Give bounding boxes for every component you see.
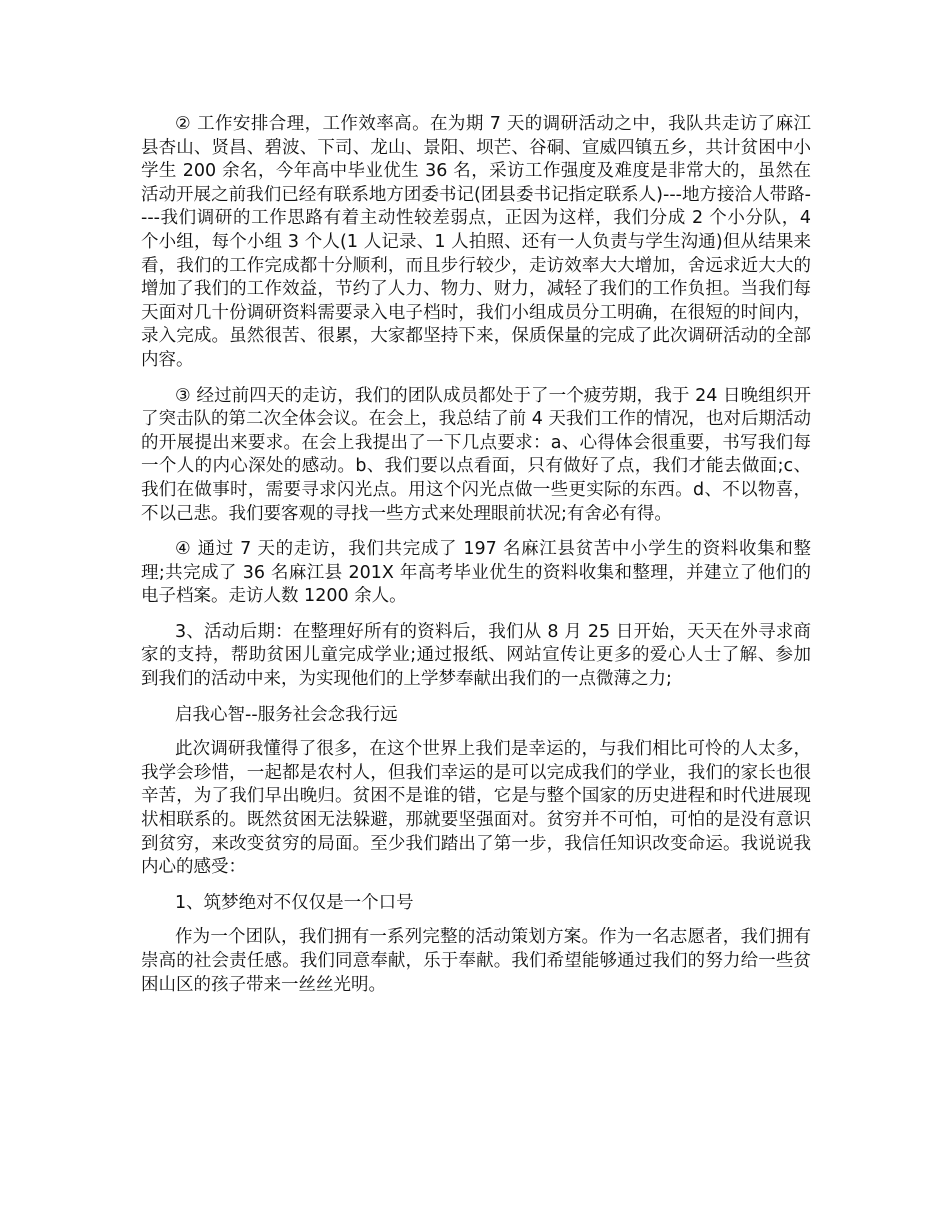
paragraph-reflection: 此次调研我懂得了很多，在这个世界上我们是幸运的，与我们相比可怜的人太多，我学会珍惜，一起都是农村人，但我们幸运的是可以完成我们的学业，我们的家长也很辛苦，为了我们早出晚归。贫困不是谁的错，它是与整个国家的历史进程和时代进展现状相联系的。既然贫困无法躲避，那就要坚强面对。贫穷并不可怕，可怕的是没有意识到贫穷，来改变贫穷的局面。至少我们踏出了第一步，我信任知识改变命运。我说说我内心的感受： [141, 739, 811, 878]
section-heading: 启我心智--服务社会念我行远 [175, 704, 398, 725]
paragraph-results: ④ 通过 7 天的走访，我们共完成了 197 名麻江县贫苦中小学生的资料收集和整理;共完成了 36 名麻江县 201X 年高考毕业优生的资料收集和整理，并建立了他们的电子档案。走访人数 1200 余人。 [141, 539, 811, 607]
paragraph-later-stage: 3、活动后期：在整理好所有的资料后，我们从 8 月 25 日开始，天天在外寻求商家的支持，帮助贫困儿童完成学业;通过报纸、网站宣传让更多的爱心人士了解、参加到我们的活动中来，为实现他们的上学梦奉献出我们的一点微薄之力; [141, 621, 811, 690]
paragraph-team-meeting: ③ 经过前四天的走访，我们的团队成员都处于了一个疲劳期，我于 24 日晚组织开了突击队的第二次全体会议。在会上，我总结了前 4 天我们工作的情况，也对后期活动的开展提出来要求。在会上我提出了一下几点要求：a、心得体会很重要，书写我们每一个人的内心深处的感动。b、我们要以点看面，只有做好了点，我们才能去做面;c、我们在做事时，需要寻求闪光点。用这个闪光点做一些更实际的东西。d、不以物喜，不以己悲。我们要客观的寻找一些方式来处理眼前状况;有舍必有得。 [141, 385, 811, 524]
paragraph-team-volunteers: 作为一个团队，我们拥有一系列完整的活动策划方案。作为一名志愿者，我们拥有崇高的社会责任感。我们同意奉献，乐于奉献。我们希望能够通过我们的努力给一些贫困山区的孩子带来一丝丝光明。 [141, 927, 811, 995]
paragraph-work-arrangement: ② 工作安排合理，工作效率高。在为期 7 天的调研活动之中，我队共走访了麻江县杏山、贤昌、碧波、下司、龙山、景阳、坝芒、谷硐、宣威四镇五乡，共计贫困中小学生 200 余名，今年高中毕业优生 36 名，采访工作强度及难度是非常大的，虽然在活动开展之前我们已经有联系地方团委书记(团县委书记指定联系人)---地方接洽人带路----我们调研的工作思路有着主动性较差弱点，正因为这样，我们分成 2 个小分队，4 个小组，每个小组 3 个人(1 人记录、1 人拍照、还有一人负责与学生沟通)但从结果来看，我们的工作完成都十分顺利，而且步行较少，走访效率大大增加，舍远求近大大的增加了我们的工作效益，节约了人力、物力、财力，减轻了我们的工作负担。当我们每天面对几十份调研资料需要录入电子档时，我们小组成员分工明确，在很短的时间内，录入完成。虽然很苦、很累，大家都坚持下来，保质保量的完成了此次调研活动的全部内容。 [141, 114, 811, 370]
subsection-heading: 1、筑梦绝对不仅仅是一个口号 [175, 892, 414, 913]
document-page [141, 113, 811, 1009]
